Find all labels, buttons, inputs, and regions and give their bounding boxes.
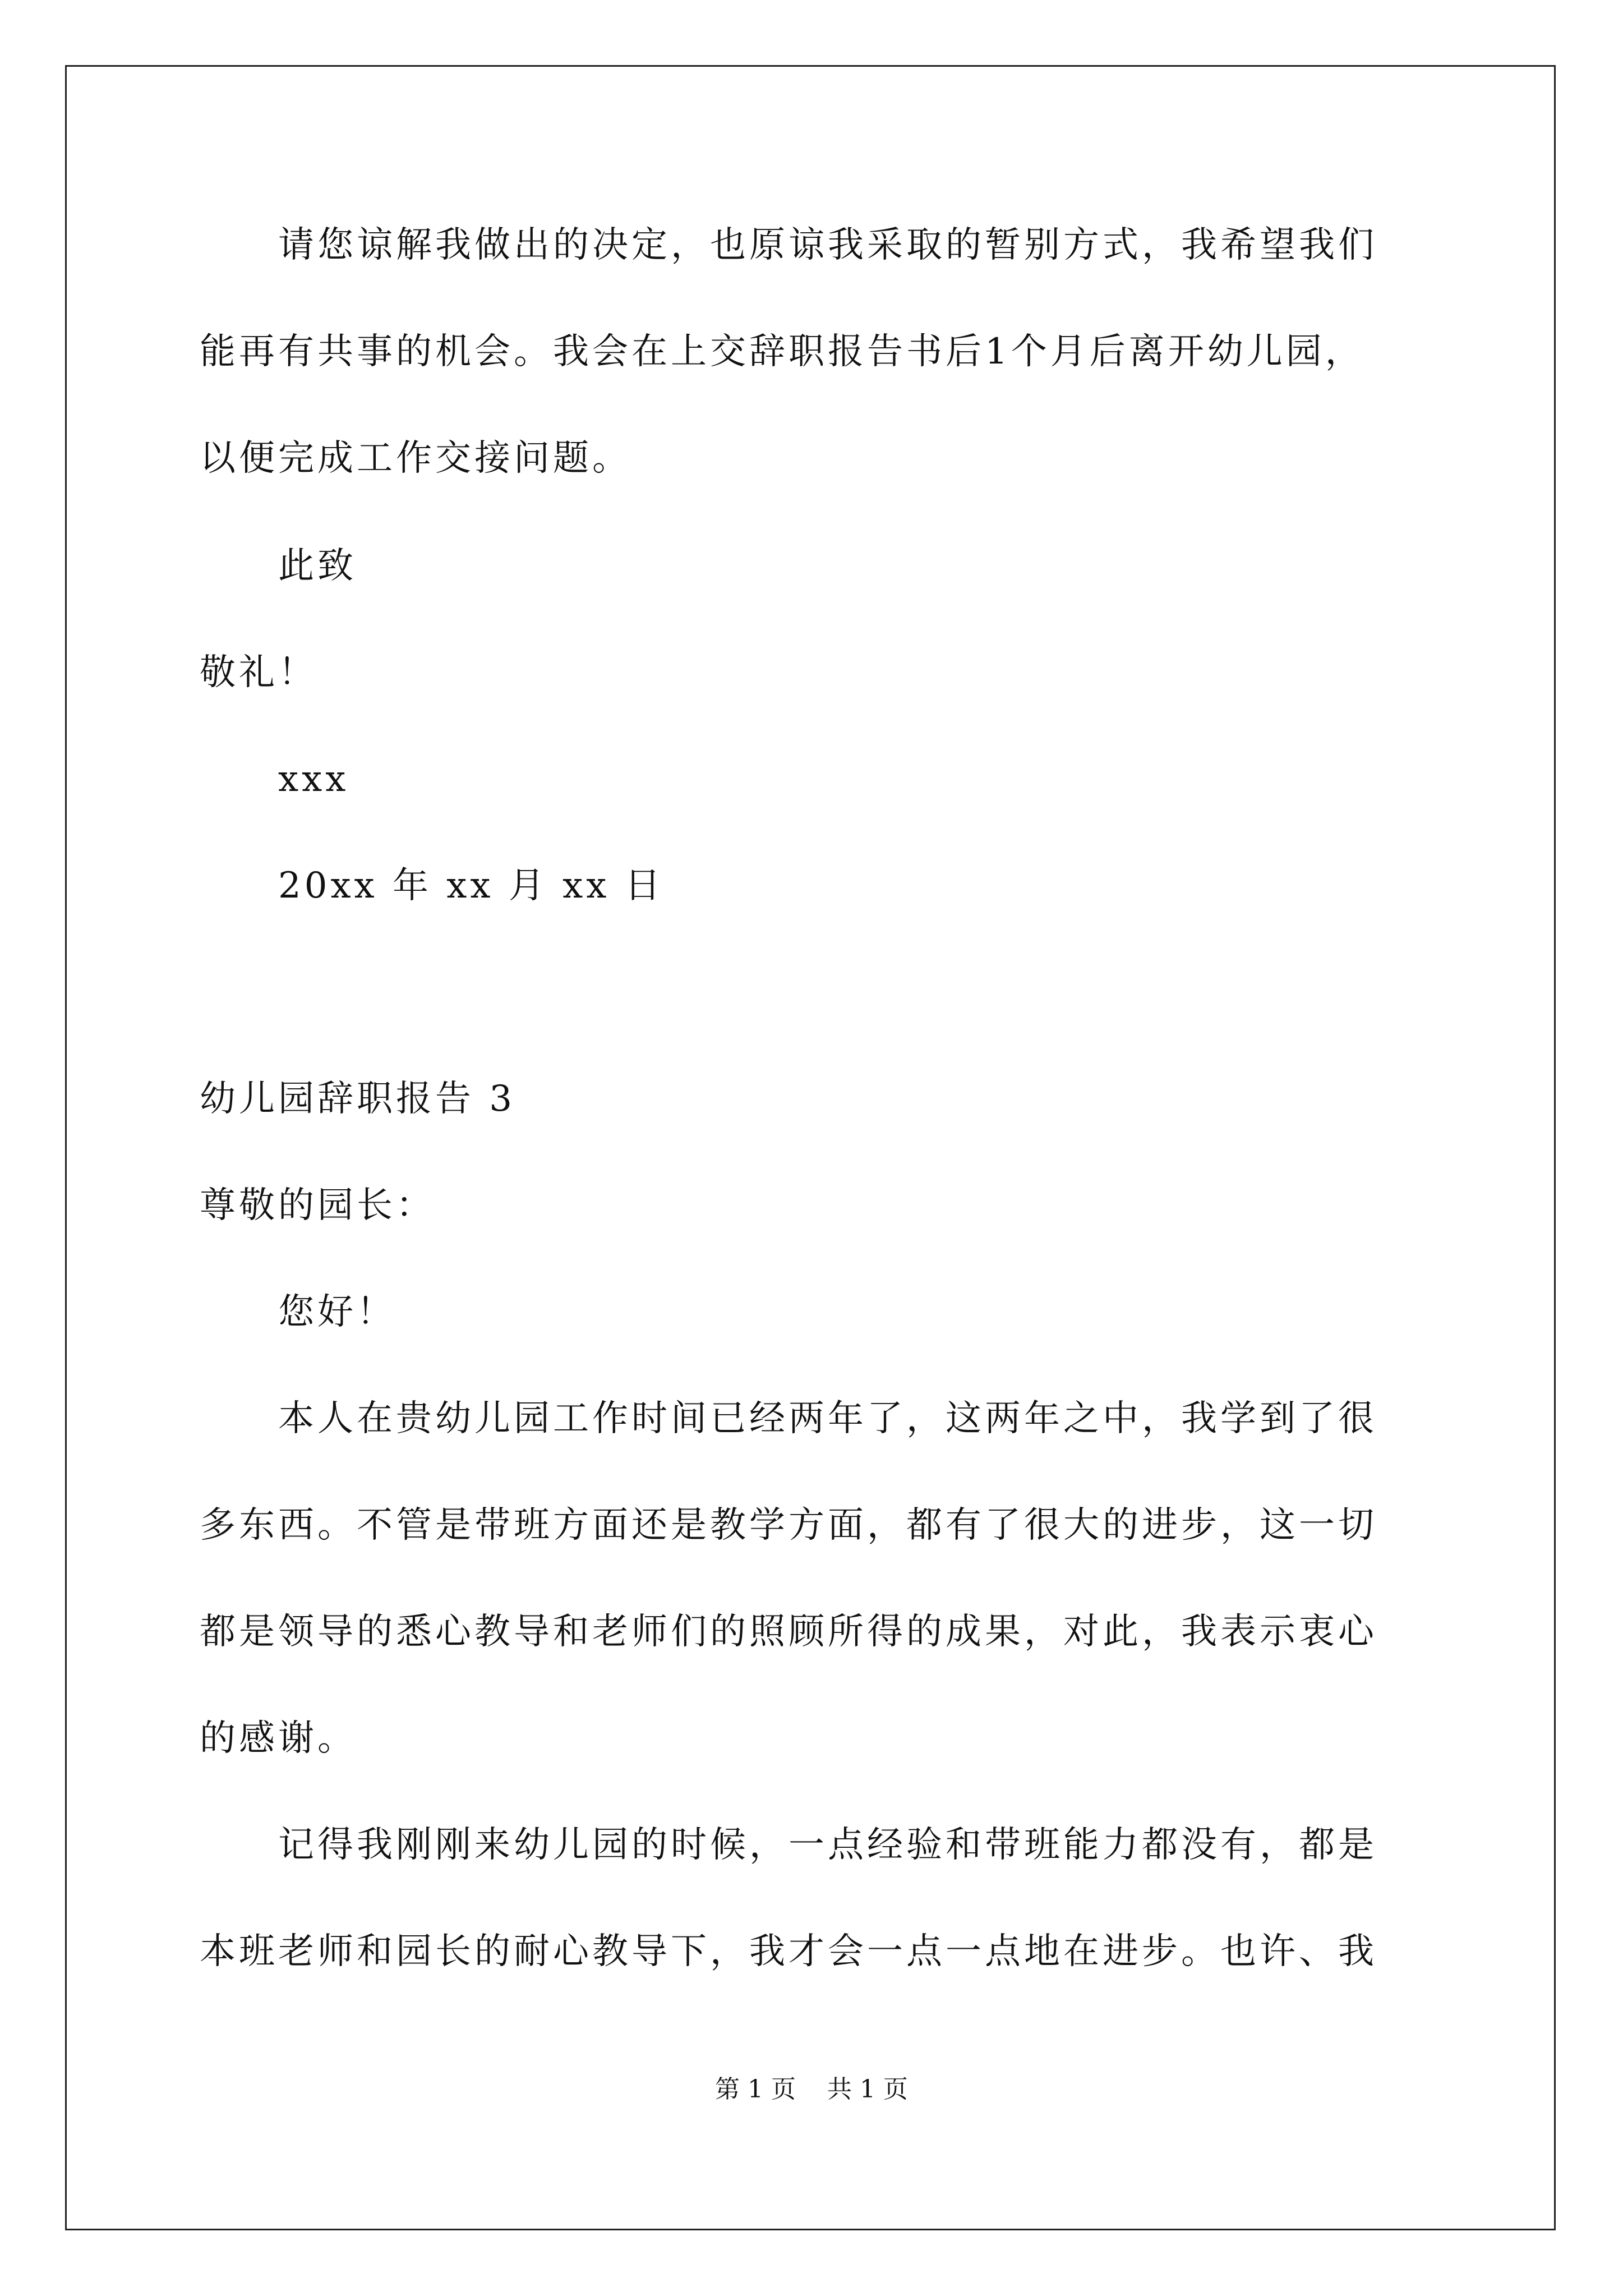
- paragraph-line: 能再有共事的机会。我会在上交辞职报告书后1个月后离开幼儿园，: [200, 331, 1364, 372]
- paragraph-line: 多东西。不管是带班方面还是教学方面，都有了很大的进步，这一切: [200, 1504, 1377, 1546]
- salutation-closing: 敬礼！: [200, 652, 317, 693]
- greeting-recipient: 尊敬的园长：: [200, 1185, 435, 1226]
- page-border: [65, 65, 1556, 2230]
- greeting: 您好！: [278, 1291, 396, 1333]
- paragraph-line: 以便完成工作交接问题。: [200, 438, 631, 479]
- paragraph-line: 本班老师和园长的耐心教导下，我才会一点一点地在进步。也许、我: [200, 1931, 1377, 1972]
- section-title: 幼儿园辞职报告 3: [200, 1078, 516, 1120]
- closing-phrase: 此致: [278, 545, 357, 587]
- paragraph-line: 的感谢。: [200, 1718, 357, 1759]
- paragraph-line: 都是领导的悉心教导和老师们的照顾所得的成果，对此，我表示衷心: [200, 1611, 1377, 1653]
- paragraph-line: 本人在贵幼儿园工作时间已经两年了，这两年之中，我学到了很: [278, 1398, 1377, 1439]
- signature-name: xxx: [278, 758, 349, 800]
- paragraph-line: 请您谅解我做出的决定，也原谅我采取的暂别方式，我希望我们: [278, 224, 1377, 266]
- page-footer: 第 1 页 共 1 页: [715, 2075, 908, 2104]
- signature-date: 20xx 年 xx 月 xx 日: [278, 865, 664, 907]
- paragraph-line: 记得我刚刚来幼儿园的时候，一点经验和带班能力都没有，都是: [278, 1824, 1377, 1866]
